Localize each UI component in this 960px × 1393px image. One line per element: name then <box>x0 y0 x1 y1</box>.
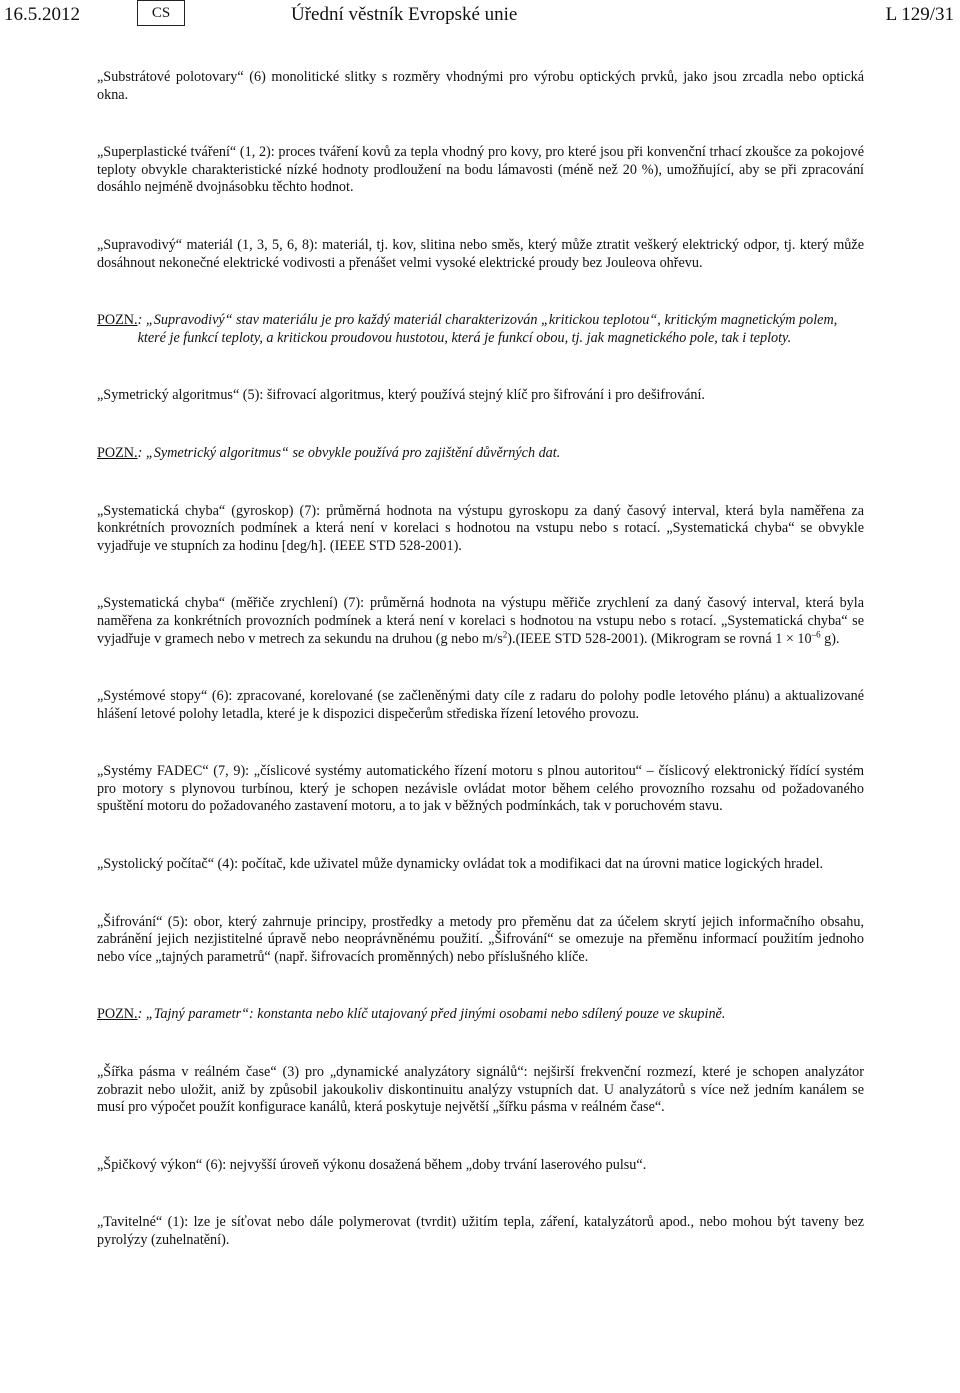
note-label: POZN. <box>97 312 138 329</box>
superscript: –6 <box>811 628 821 639</box>
note-label: POZN. <box>97 444 138 461</box>
definition-paragraph: „Substrátové polotovary“ (6) monolitické slitky s rozměry vhodnými pro výrobu optických prvků, jako jsou zrcadla nebo optická okna. <box>97 69 864 103</box>
note-paragraph <box>97 312 864 347</box>
definition-paragraph: „Systolický počítač“ (4): počítač, kde uživatel může dynamicky ovládat tok a modifikaci dat na úrovni matice logických hradel. <box>97 856 824 873</box>
definition-paragraph: „Systematická chyba“ (gyroskop) (7): průměrná hodnota na výstupu gyroskopu za daný časový interval, která byla naměřena za konkrétních provozních podmínek a která není v korelaci s hodnotou na vstupu nebo s rotací. „Systematická chyba“ se obvykle vyjadřuje ve stupních za hodinu [deg/h]. (IEEE STD 528-2001). <box>97 502 864 554</box>
page-header <box>0 0 960 40</box>
note-text: : „Symetrický algoritmus“ se obvykle používá pro zajištění důvěrných dat. <box>137 444 561 461</box>
note-paragraph <box>97 1006 864 1024</box>
definition-text-part: g). <box>820 630 840 647</box>
superscript: 2 <box>502 628 508 639</box>
journal-title: Úřední věstník Evropské unie <box>291 4 518 25</box>
definition-paragraph: „Špičkový výkon“ (6): nejvyšší úroveň výkonu dosažená během „doby trvání laserového pulsu“. <box>97 1156 647 1173</box>
publication-date: 16.5.2012 <box>4 4 80 25</box>
definition-paragraph: „Šířka pásma v reálném čase“ (3) pro „dynamické analyzátory signálů“: nejširší frekvenční rozmezí, které je schopen analyzátor zobrazit nebo uložit, aniž by způsobil jakoukoliv diskontinuitu analýzy vstupních dat. U analyzátorů s více než jedním kanálem se musí pro výpočet použít konfigurace kanálů, která poskytuje největší „šířku pásma v reálném čase“. <box>97 1064 864 1116</box>
note-label: POZN. <box>97 1006 138 1023</box>
definition-paragraph: „Symetrický algoritmus“ (5): šifrovací algoritmus, který používá stejný klíč pro šifrování i pro dešifrování. <box>97 387 705 404</box>
note-text: : „Tajný parametr“: konstanta nebo klíč utajovaný před jinými osobami nebo sdílený pouze ve skupině. <box>137 1006 726 1023</box>
definition-text-part: „Systematická chyba“ (měřiče zrychlení) (7): průměrná hodnota na výstupu měřiče zrychlení za daný časový interval, která byla naměřena za konkrétních provozních podmínek a která není v korelaci s hodnotou na vstupu nebo s rotací. „Systematická chyba“ se vyjadřuje v gramech nebo v metrech za sekundu na druhou (g nebo m/s <box>97 595 864 647</box>
definition-paragraph: „Supravodivý“ materiál (1, 3, 5, 6, 8): materiál, tj. kov, slitina nebo směs, který může ztratit veškerý elektrický odpor, tj. který může dosáhnout nekonečné elektrické vodivosti a přenášet velmi vysoké elektrické proudy bez Jouleova ohřevu. <box>97 236 864 271</box>
note-text: : „Supravodivý“ stav materiálu je pro každý materiál charakterizován „kritickou teplotou“, kritickým magnetickým polem, které je funkcí teploty, a kritickou proudovou hustotou, která je funkcí obou, tj. jak magnetického pole, tak i teploty. <box>137 312 838 346</box>
definition-paragraph: „Tavitelné“ (1): lze je síťovat nebo dále polymerovat (tvrdit) užitím tepla, záření, katalyzátorů apod., nebo mohou být taveny bez pyrolýzy (zuhelnatění). <box>97 1214 864 1248</box>
definition-paragraph: „Systémy FADEC“ (7, 9): „číslicové systémy automatického řízení motoru s plnou autoritou“ – číslicový elektronický řídící systém pro motory s plynovou turbínou, který je schopen nezávisle ovládat motor během celého provozního rozsahu od požadovaného spuštění motoru do požadovaného zastavení motoru, a to jak v běžných podmínkách, tak v poruchovém stavu. <box>97 763 864 815</box>
note-paragraph <box>97 445 864 463</box>
language-badge: CS <box>137 0 185 26</box>
definition-paragraph: „Superplastické tváření“ (1, 2): proces tváření kovů za tepla vhodný pro kovy, pro které jsou při konvenční trhací zkoušce za pokojové teploty obvykle charakteristické nízké hodnoty prodloužení na bodu lámavosti (méně než 20 %), umožňující, aby se při zpracování dosáhlo nejméně dvojnásobku těchto hodnot. <box>97 144 864 196</box>
document-body <box>97 69 864 1290</box>
definition-text-part: ).(IEEE STD 528-2001). (Mikrogram se rovná 1 × 10 <box>507 630 812 647</box>
definition-paragraph <box>97 595 864 648</box>
definition-paragraph: „Šifrování“ (5): obor, který zahrnuje principy, prostředky a metody pro přeměnu dat za účelem skrytí jejich informačního obsahu, zabránění jejich nezjistitelné úpravě nebo neoprávněnému použití. „Šifrování“ se omezuje na přeměnu informací použitím jednoho nebo více „tajných parametrů“ (např. šifrovacích proměnných) nebo příslušného klíče. <box>97 913 864 965</box>
definition-paragraph: „Systémové stopy“ (6): zpracované, korelované (se začleněnými daty cíle z radaru do polohy podle letového plánu) a aktualizované hlášení letové polohy letadla, které je k dispozici dispečerům střediska řízení letového provozu. <box>97 688 864 722</box>
page-reference: L 129/31 <box>885 4 954 25</box>
